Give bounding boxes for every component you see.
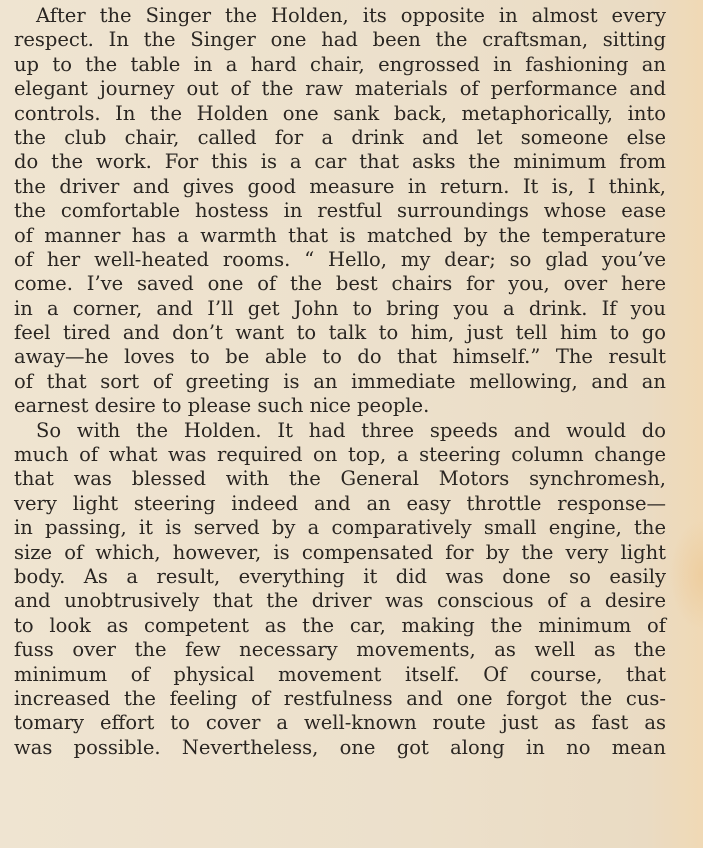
text-line: in a corner, and I’ll get John to bring you a drink. If you: [14, 296, 666, 320]
text-line: So with the Holden. It had three speeds and would do: [36, 418, 666, 442]
text-line: of that sort of greeting is an immediate mellowing, and an: [14, 369, 666, 393]
text-line: fuss over the few necessary movements, as well as the: [14, 638, 666, 662]
text-line: tomary effort to cover a well-known route just as fast as: [14, 711, 666, 735]
text-line: controls. In the Holden one sank back, metaphorically, into: [14, 101, 666, 125]
text-line: the comfortable hostess in restful surroundings whose ease: [14, 199, 666, 223]
text-line: respect. In the Singer one had been the craftsman, sitting: [14, 28, 666, 52]
text-line: feel tired and don’t want to talk to him, just tell him to go: [14, 321, 666, 345]
text-line: that was blessed with the General Motors synchromesh,: [14, 467, 666, 491]
text-line: up to the table in a hard chair, engrossed in fashioning an: [14, 52, 666, 76]
paragraph-1: [14, 4, 666, 419]
text-line: in passing, it is served by a comparatively small engine, the: [14, 516, 666, 540]
text-line: increased the feeling of restfulness and one forgot the cus-: [14, 686, 666, 710]
text-line: come. I’ve saved one of the best chairs for you, over here: [14, 272, 666, 296]
text-line: do the work. For this is a car that asks the minimum from: [14, 150, 666, 174]
text-line: to look as competent as the car, making the minimum of: [14, 613, 666, 637]
text-line: the club chair, called for a drink and let someone else: [14, 125, 666, 149]
text-line: and unobtrusively that the driver was conscious of a desire: [14, 589, 666, 613]
text-line: After the Singer the Holden, its opposite in almost every: [36, 4, 666, 27]
text-line: very light steering indeed and an easy throttle response—: [14, 491, 666, 515]
text-line: much of what was required on top, a steering column change: [14, 443, 666, 467]
text-line: of manner has a warmth that is matched by the temperature: [14, 223, 666, 247]
text-line: elegant journey out of the raw materials of performance and: [14, 77, 666, 101]
text-line: minimum of physical movement itself. Of course, that: [14, 662, 666, 686]
text-line: the driver and gives good measure in return. It is, I think,: [14, 174, 666, 198]
text-line: was possible. Nevertheless, one got along in no mean: [14, 735, 666, 759]
text-line: body. As a result, everything it did was done so easily: [14, 564, 666, 588]
paper-stain: [669, 520, 703, 630]
text-line: earnest desire to please such nice people.: [14, 394, 430, 418]
text-line: of her well-heated rooms. “ Hello, my dear; so glad you’ve: [14, 247, 666, 271]
text-line: away—he loves to be able to do that himself.” The result: [14, 345, 666, 369]
paragraph-2: [14, 419, 666, 760]
text-line: size of which, however, is compensated for by the very light: [14, 540, 666, 564]
article-text: [14, 4, 666, 760]
